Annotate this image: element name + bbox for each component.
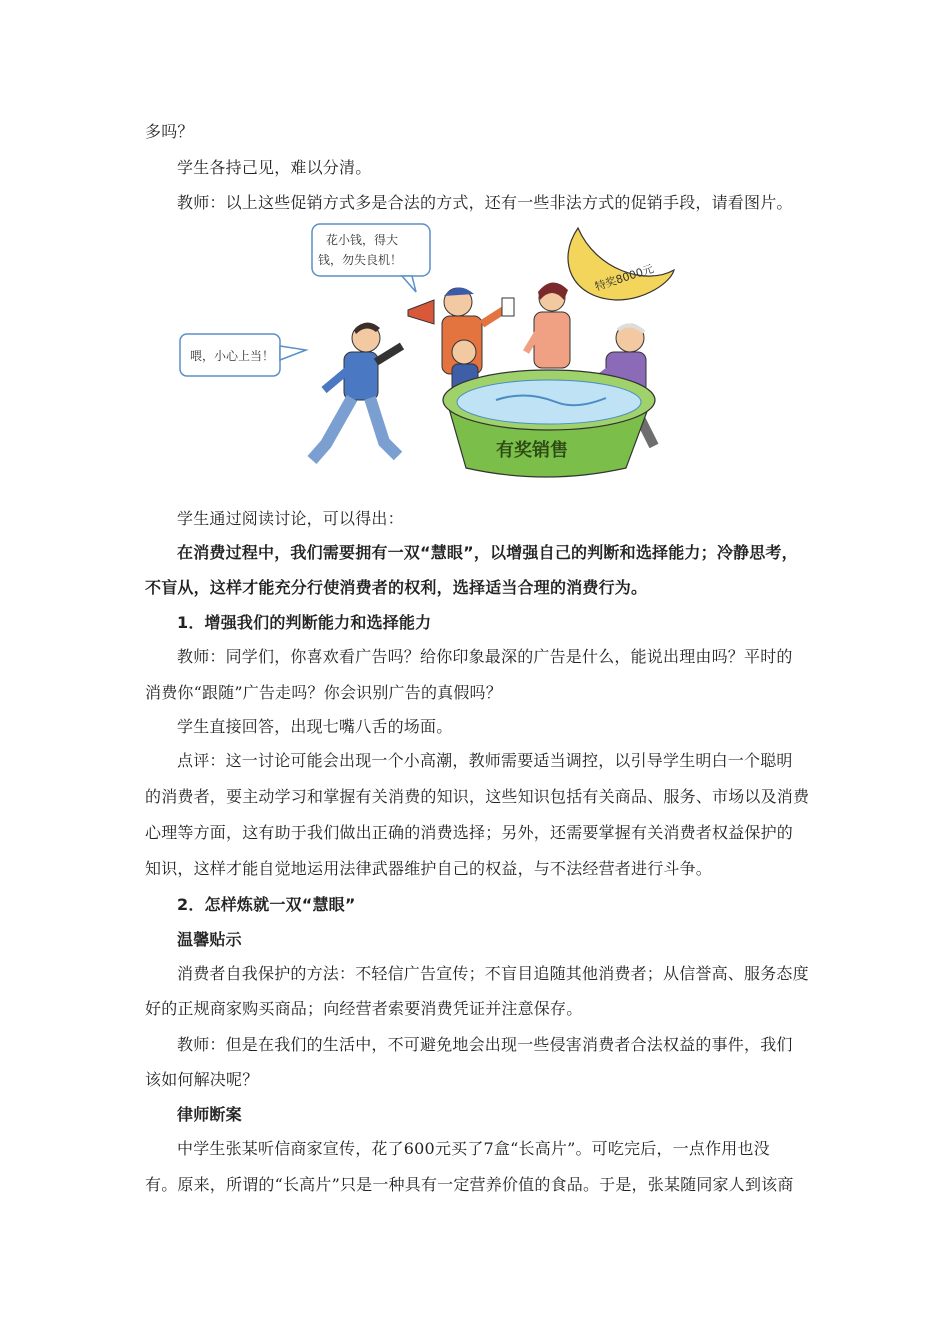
svg-text:特奖8000元: 特奖8000元	[593, 262, 656, 294]
prize-moon-banner	[568, 228, 674, 300]
paragraph-line: 中学生张某听信商家宣传，花了600元买了7盒“长高片”。可吃完后，一点作用也没	[177, 1139, 770, 1158]
emphasis-line: 不盲从，这样才能充分行使消费者的权利，选择适当合理的消费行为。	[145, 578, 648, 597]
paragraph-line: 的消费者，要主动学习和掌握有关消费的知识，这些知识包括有关商品、服务、市场以及消费	[145, 787, 810, 806]
paragraph-line: 多吗？	[145, 122, 194, 141]
svg-text:花小钱，得大: 花小钱，得大	[326, 233, 399, 247]
svg-text:钱，勿失良机！: 钱，勿失良机！	[318, 253, 403, 267]
paragraph-line: 消费你“跟随”广告走吗？你会识别广告的真假吗？	[145, 683, 502, 702]
prize-tub	[443, 370, 655, 477]
paragraph-line: 教师：但是在我们的生活中，不可避免地会出现一些侵害消费者合法权益的事件，我们	[177, 1035, 793, 1054]
emphasis-line: 在消费过程中，我们需要拥有一双“慧眼”，以增强自己的判断和选择能力；冷静思考，	[177, 543, 798, 562]
section-heading: 2．怎样炼就一双“慧眼”	[177, 895, 356, 914]
paragraph-line: 有。原来，所谓的“长高片”只是一种具有一定营养价值的食品。于是，张某随同家人到该商	[145, 1175, 794, 1194]
paragraph-line: 学生直接回答，出现七嘴八舌的场面。	[177, 717, 453, 736]
paragraph-line: 知识，这样才能自觉地运用法律武器维护自己的权益，与不法经营者进行斗争。	[145, 859, 713, 878]
paragraph-line: 教师：同学们，你喜欢看广告吗？给你印象最深的广告是什么，能说出理由吗？平时的	[177, 647, 793, 666]
paragraph-line: 点评：这一讨论可能会出现一个小高潮，教师需要适当调控，以引导学生明白一个聪明	[177, 751, 793, 770]
paragraph-line: 该如何解决呢？	[145, 1070, 259, 1089]
section-heading: 1．增强我们的判断能力和选择能力	[177, 613, 432, 632]
svg-text:有奖销售: 有奖销售	[496, 440, 568, 461]
paragraph-line: 心理等方面，这有助于我们做出正确的消费选择；另外，还需要掌握有关消费者权益保护的	[145, 823, 794, 842]
subheading: 律师断案	[177, 1105, 242, 1124]
paragraph-line: 学生各持己见，难以分清。	[177, 158, 372, 177]
svg-text:喂，小心上当！: 喂，小心上当！	[190, 349, 275, 363]
paragraph-line: 消费者自我保护的方法：不轻信广告宣传；不盲目追随其他消费者；从信誉高、服务态度	[177, 964, 809, 983]
paragraph-line: 教师：以上这些促销方式多是合法的方式，还有一些非法方式的促销手段，请看图片。	[177, 193, 793, 212]
paragraph-line: 好的正规商家购买商品；向经营者索要消费凭证并注意保存。	[145, 999, 583, 1018]
speech-bubble-top	[312, 224, 430, 292]
paragraph-line: 学生通过阅读讨论，可以得出：	[177, 509, 404, 528]
speech-bubble-left	[180, 334, 306, 376]
subheading: 温馨贴示	[177, 930, 242, 949]
lottery-sales-illustration	[176, 220, 686, 490]
